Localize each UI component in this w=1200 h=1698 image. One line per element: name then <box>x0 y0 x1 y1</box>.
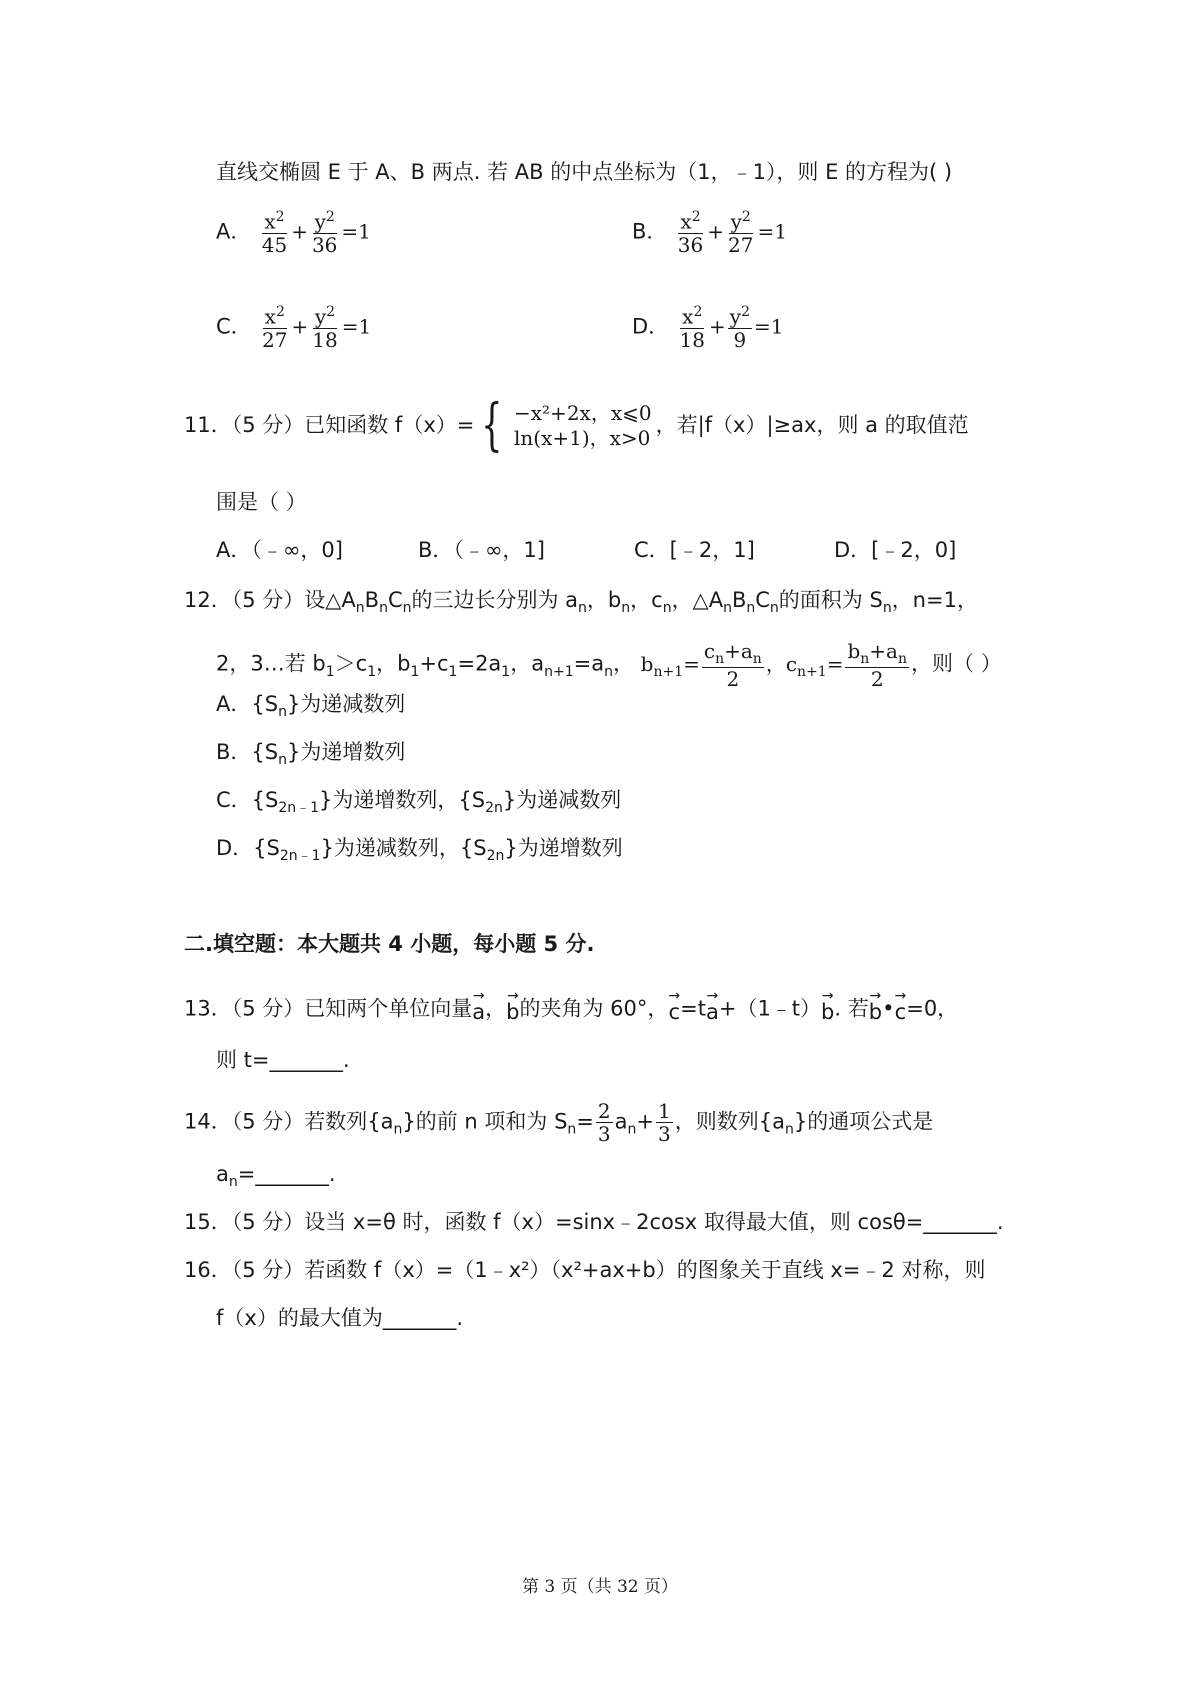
q10-option-d[interactable]: D． $\frac{x^2}{18}$ + $\frac{y^2}{9}$ =1 <box>632 304 784 352</box>
q10-option-c[interactable]: C． $\frac{x^2}{27}$ + $\frac{y^2}{18}$ =1 <box>216 304 372 352</box>
q11-stem-line2: 围是（ ） <box>216 490 307 514</box>
q16-stem-line2: f（x）的最大值为_______. <box>216 1306 463 1330</box>
q12-stem-line2: 2，3…若 $b_1>c_1$，$b_1+c_1=2a_1$，$a_{n+1}=a_n$， $b_{n+1}=$ $\frac{c_n+a_n}{2}$ ，$c_{n+1}=$ $\frac{b_n+a_n}{2}$ ，则（ ） <box>216 639 1002 692</box>
q14-stem-line2: $a_n=\_\_\_\_\_\_\_$. <box>216 1162 336 1191</box>
page-footer: 第 3 页（共 32 页） <box>521 1577 679 1597</box>
q10-option-b[interactable]: B． $\frac{x^2}{36}$ + $\frac{y^2}{27}$ =1 <box>632 209 787 257</box>
q10-stem-tail: 直线交椭圆 E 于 A、B 两点. 若 AB 的中点坐标为（1，﹣1），则 E 的方程为( ) <box>216 160 953 184</box>
q12-option-d[interactable]: D．$\{S_{2n﹣1}\}$为递减数列，$\{S_{2n}\}$为递增数列 <box>216 836 623 865</box>
q15-stem: 15．（5 分）设当 x=θ 时，函数 f（x）=sinx﹣2cosx 取得最大值，则 cosθ=_______. <box>184 1210 1004 1234</box>
q11-option-b[interactable]: B．（﹣∞，1] <box>418 538 545 562</box>
q13-stem-line1: 13．（5 分）已知两个单位向量 → a ， → b 的夹角为 60°， → c =t → a +（1﹣t） → b . 若 → b • → c =0， <box>184 988 959 1024</box>
q12-option-c[interactable]: C．$\{S_{2n﹣1}\}$为递增数列，$\{S_{2n}\}$为递减数列 <box>216 788 622 817</box>
q11-option-d[interactable]: D．[﹣2，0] <box>834 538 957 562</box>
q11-option-c[interactable]: C．[﹣2，1] <box>634 538 755 562</box>
q11-stem: 11．（5 分）已知函数 f（x）= { −x²+2x，x⩽0 ln(x+1)，x>0 ，若|f（x）|≥ax，则 a 的取值范 <box>184 393 969 458</box>
q12-stem-line1: 12．（5 分）设$\triangle A_nB_nC_n$的三边长分别为 $a_n$，$b_n$，$c_n$，$\triangle A_nB_nC_n$的面积为 $S_n$，n=1， <box>184 588 978 617</box>
q13-stem-line2: 则 t=_______. <box>216 1048 350 1072</box>
q12-option-b[interactable]: B．$\{S_n\}$为递增数列 <box>216 740 406 769</box>
q14-stem-line1: 14．（5 分）若数列$\{a_n\}$的前 n 项和为 $S_n=$ $\frac{2}{3}$ $a_n+$ $\frac{1}{3}$ ，则数列$\{a_n\}$的通项公式是 <box>184 1099 934 1146</box>
section-title-fill-in: 二.填空题：本大题共 4 小题，每小题 5 分. <box>184 932 595 956</box>
q16-stem-line1: 16．（5 分）若函数 f（x）=（1﹣x²）（x²+ax+b）的图象关于直线 x=﹣2 对称，则 <box>184 1258 986 1282</box>
q11-option-a[interactable]: A．（﹣∞，0] <box>216 538 343 562</box>
q12-option-a[interactable]: A．$\{S_n\}$为递减数列 <box>216 692 406 721</box>
q10-option-a[interactable]: A． $\frac{x^2}{45}$ + $\frac{y^2}{36}$ =1 <box>216 209 371 257</box>
